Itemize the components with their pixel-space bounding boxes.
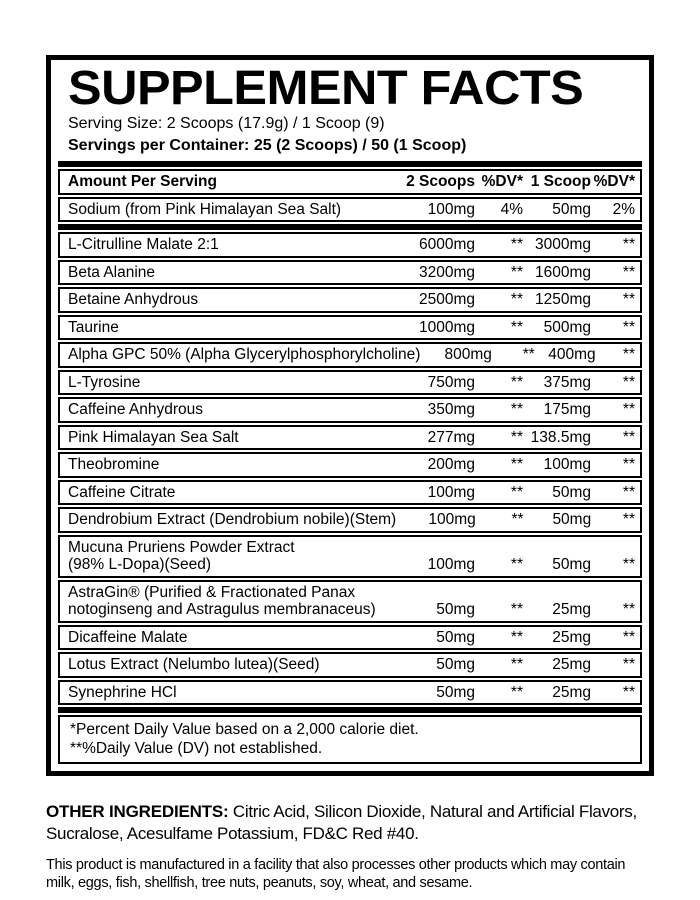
amount-1scoop: 175mg — [543, 401, 591, 418]
amount-1scoop: 25mg — [552, 683, 591, 701]
serving-size-line: Serving Size: 2 Scoops (17.9g) / 1 Scoop (9) — [68, 115, 385, 132]
ingredient-row — [58, 507, 642, 533]
ingredient-name: Betaine Anhydrous — [68, 291, 199, 308]
ingredient-row — [58, 397, 642, 423]
amount-1scoop: 50mg — [552, 200, 591, 218]
amount-1scoop: 50mg — [552, 511, 592, 528]
ingredient-row — [58, 452, 642, 478]
column-header-amount: Amount Per Serving — [68, 173, 217, 190]
amount-2scoops: 50mg — [436, 628, 475, 646]
dv-1scoop: ** — [622, 346, 635, 363]
supplement-facts-panel — [46, 55, 654, 776]
dv-2scoops: ** — [510, 683, 523, 701]
amount-2scoops: 100mg — [427, 556, 475, 573]
amount-2scoops: 50mg — [436, 683, 475, 701]
column-header-row — [58, 169, 642, 195]
ingredient-name: Alpha GPC 50% (Alpha Glycerylphosphorylcholine) — [68, 346, 421, 363]
amount-2scoops: 6000mg — [418, 236, 475, 253]
amount-2scoops: 50mg — [436, 656, 475, 673]
ingredient-row — [58, 580, 642, 623]
column-header-1scoop: 1 Scoop — [530, 173, 591, 190]
column-header-dv1: %DV* — [593, 173, 635, 190]
other-ingredients-label: OTHER INGREDIENTS: — [46, 802, 229, 821]
amount-2scoops: 2500mg — [418, 291, 475, 308]
ingredient-name: Beta Alanine — [68, 263, 156, 281]
ingredient-row — [58, 680, 642, 706]
dv-2scoops: ** — [510, 556, 523, 573]
amount-1scoop: 3000mg — [534, 236, 591, 253]
ingredient-name: L-Tyrosine — [68, 373, 141, 391]
amount-2scoops: 50mg — [436, 601, 475, 618]
amount-2scoops: 350mg — [427, 401, 475, 418]
ingredient-rows — [58, 232, 642, 705]
dv-1scoop: ** — [622, 601, 635, 618]
ingredient-row — [58, 625, 642, 651]
dv-1scoop: ** — [622, 483, 635, 501]
footnote-box — [58, 715, 642, 764]
dv-2scoops: ** — [522, 346, 535, 363]
panel-title: SUPPLEMENT FACTS — [68, 62, 584, 115]
ingredient-name: Taurine — [68, 318, 119, 336]
ingredient-row — [58, 535, 642, 578]
ingredient-name: Caffeine Citrate — [68, 483, 176, 501]
footnote-not-established: **%Daily Value (DV) not established. — [70, 740, 323, 757]
dv-2scoops: ** — [510, 456, 523, 473]
ingredient-row — [58, 480, 642, 506]
ingredient-row — [58, 315, 642, 341]
amount-2scoops: 200mg — [427, 456, 475, 473]
amount-1scoop: 25mg — [552, 628, 591, 646]
dv-2scoops: 4% — [500, 200, 523, 218]
amount-1scoop: 1250mg — [534, 291, 591, 308]
divider-thick — [58, 161, 642, 167]
dv-1scoop: ** — [622, 428, 635, 446]
dv-2scoops: ** — [510, 401, 523, 418]
column-header-dv2: %DV* — [481, 173, 523, 190]
ingredient-row — [58, 287, 642, 313]
ingredient-name: Caffeine Anhydrous — [68, 401, 204, 418]
amount-2scoops: 800mg — [444, 346, 492, 363]
amount-1scoop: 25mg — [552, 601, 591, 618]
ingredient-row — [58, 370, 642, 396]
dv-1scoop: ** — [622, 373, 635, 391]
dv-2scoops: ** — [510, 656, 523, 673]
ingredient-name: L-Citrulline Malate 2:1 — [68, 236, 219, 253]
dv-1scoop: ** — [622, 656, 635, 673]
dv-1scoop: ** — [622, 683, 635, 701]
dv-1scoop: ** — [622, 291, 635, 308]
footnote-daily-value: *Percent Daily Value based on a 2,000 calorie diet. — [70, 721, 419, 738]
dv-1scoop: 2% — [612, 200, 635, 218]
ingredient-name: Pink Himalayan Sea Salt — [68, 428, 239, 446]
amount-1scoop: 500mg — [543, 318, 591, 336]
dv-1scoop: ** — [622, 318, 635, 336]
sodium-row — [58, 197, 642, 223]
dv-2scoops: ** — [510, 263, 523, 281]
amount-1scoop: 25mg — [552, 656, 591, 673]
amount-1scoop: 138.5mg — [530, 428, 591, 446]
other-ingredients-text: Citric Acid, Silicon Dioxide, Natural and Artificial Flavors, Sucralose, Acesulfame Potassium, FD&C Red #40. — [46, 802, 637, 843]
ingredient-row — [58, 425, 642, 451]
panel-header — [58, 62, 642, 156]
dv-2scoops: ** — [510, 291, 523, 308]
ingredient-name: Synephrine HCl — [68, 683, 177, 701]
dv-2scoops: ** — [510, 236, 523, 253]
amount-1scoop: 375mg — [543, 373, 591, 391]
ingredient-name: AstraGin® (Purified & Fractionated Panax notoginseng and Astragulus membranaceus) — [68, 583, 376, 618]
other-ingredients-paragraph — [46, 801, 656, 845]
ingredient-name: Dicaffeine Malate — [68, 628, 188, 646]
allergen-statement: This product is manufactured in a facility that also processes other products which may contain milk, eggs, fish, shellfish, tree nuts, peanuts, soy, wheat, and sesame. — [46, 857, 626, 891]
ingredient-name: Lotus Extract (Nelumbo lutea)(Seed) — [68, 656, 320, 673]
ingredient-name: Sodium (from Pink Himalayan Sea Salt) — [68, 200, 342, 218]
servings-per-container-line: Servings per Container: 25 (2 Scoops) / 50 (1 Scoop) — [68, 137, 467, 154]
amount-2scoops: 750mg — [427, 373, 475, 391]
dv-1scoop: ** — [622, 263, 635, 281]
ingredient-row — [58, 652, 642, 678]
amount-1scoop: 100mg — [543, 456, 591, 473]
amount-2scoops: 100mg — [428, 511, 476, 528]
dv-1scoop: ** — [622, 511, 635, 528]
divider-thick — [58, 707, 642, 713]
amount-2scoops: 3200mg — [418, 263, 475, 281]
dv-2scoops: ** — [510, 318, 523, 336]
amount-2scoops: 100mg — [427, 200, 475, 218]
column-header-2scoops: 2 Scoops — [406, 173, 475, 190]
ingredient-name: Dendrobium Extract (Dendrobium nobile)(Stem) — [68, 511, 397, 528]
amount-2scoops: 277mg — [427, 428, 475, 446]
amount-1scoop: 400mg — [548, 346, 596, 363]
ingredient-name: Mucuna Pruriens Powder Extract (98% L-Dopa)(Seed) — [68, 538, 295, 573]
dv-1scoop: ** — [622, 236, 635, 253]
dv-1scoop: ** — [622, 456, 635, 473]
amount-2scoops: 100mg — [427, 483, 475, 501]
dv-1scoop: ** — [622, 628, 635, 646]
dv-2scoops: ** — [511, 511, 524, 528]
amount-1scoop: 50mg — [552, 556, 591, 573]
amount-1scoop: 1600mg — [534, 263, 591, 281]
divider-thick — [58, 224, 642, 230]
dv-2scoops: ** — [510, 373, 523, 391]
dv-2scoops: ** — [510, 428, 523, 446]
dv-2scoops: ** — [510, 483, 523, 501]
ingredient-row — [58, 232, 642, 258]
dv-1scoop: ** — [622, 401, 635, 418]
ingredient-row — [58, 260, 642, 286]
ingredient-row — [58, 342, 642, 368]
ingredient-name: Theobromine — [68, 456, 160, 473]
dv-2scoops: ** — [510, 628, 523, 646]
amount-2scoops: 1000mg — [418, 318, 475, 336]
dv-1scoop: ** — [622, 556, 635, 573]
amount-1scoop: 50mg — [552, 483, 591, 501]
dv-2scoops: ** — [510, 601, 523, 618]
